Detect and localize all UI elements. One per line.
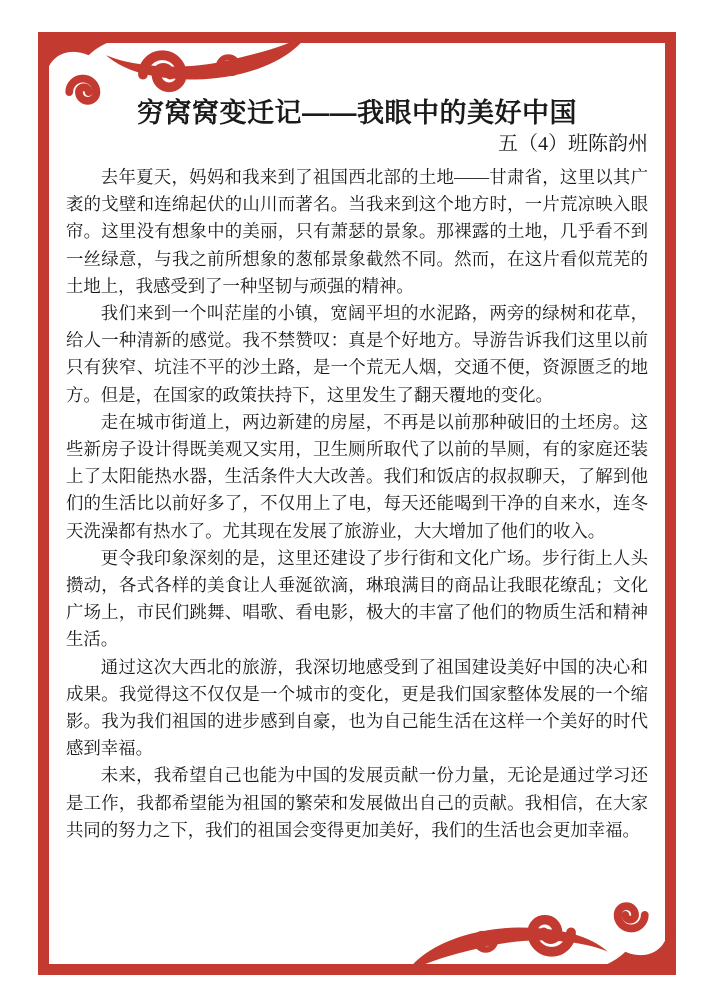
cloud-ornament-bottom-right-icon [404,878,676,975]
essay-paragraph-4: 更令我印象深刻的是，这里还建设了步行街和文化广场。步行街上人头攒动，各式各样的美食让人垂涎欲滴，琳琅满目的商品让我眼花缭乱；文化广场上，市民们跳舞、唱歌、看电影，极大的丰富了他们的物质生活和精神生活。 [66,547,648,650]
author-byline: 五（4）班陈韵州 [498,133,648,155]
essay-paragraph-2: 我们来到一个叫茫崖的小镇，宽阔平坦的水泥路，两旁的绿树和花草，给人一种清新的感觉。我不禁赞叹：真是个好地方。导游告诉我们这里以前只有狭窄、坑洼不平的沙土路，是一个荒无人烟，交通不便，资源匮乏的地方。但是，在国家的政策扶持下，这里发生了翻天覆地的变化。 [66,303,648,405]
essay-paragraph-6: 未来，我希望自己也能为中国的发展贡献一份力量，无论是通过学习还是工作，我都希望能为祖国的繁荣和发展做出自己的贡献。我相信，在大家共同的努力之下，我们的祖国会变得更加美好，我们的生活也会更加幸福。 [66,765,648,840]
essay-paragraph-3: 走在城市街道上，两边新建的房屋，不再是以前那种破旧的土坯房。这些新房子设计得既美观又实用，卫生厕所取代了以前的旱厕，有的家庭还装上了太阳能热水器，生活条件大大改善。我们和饭店的叔叔聊天，了解到他们的生活比以前好多了，不仅用上了电，每天还能喝到干净的自来水，连冬天洗澡都有热水了。尤其现在发展了旅游业，大大增加了他们的收入。 [66,411,648,541]
essay-paragraph-1: 去年夏天，妈妈和我来到了祖国西北部的土地——甘肃省，这里以其广袤的戈壁和连绵起伏的山川而著名。当我来到这个地方时，一片荒凉映入眼帘。这里没有想象中的美丽，只有萧瑟的景象。那裸露的土地，几乎看不到一丝绿意，与我之前所想象的葱郁景象截然不同。然而，在这片看似荒芜的土地上，我感受到了一种坚韧与顽强的精神。 [66,167,648,296]
essay-title: 穷窝窝变迁记——我眼中的美好中国 [137,98,577,128]
essay-body [66,164,648,844]
essay-content [66,43,648,844]
essay-paragraph-5: 通过这次大西北的旅游，我深切地感受到了祖国建设美好中国的决心和成果。我觉得这不仅仅是一个城市的变化，更是我们国家整体发展的一个缩影。我为我们祖国的进步感到自豪，也为自己能生活在这样一个美好的时代感到幸福。 [66,656,648,759]
